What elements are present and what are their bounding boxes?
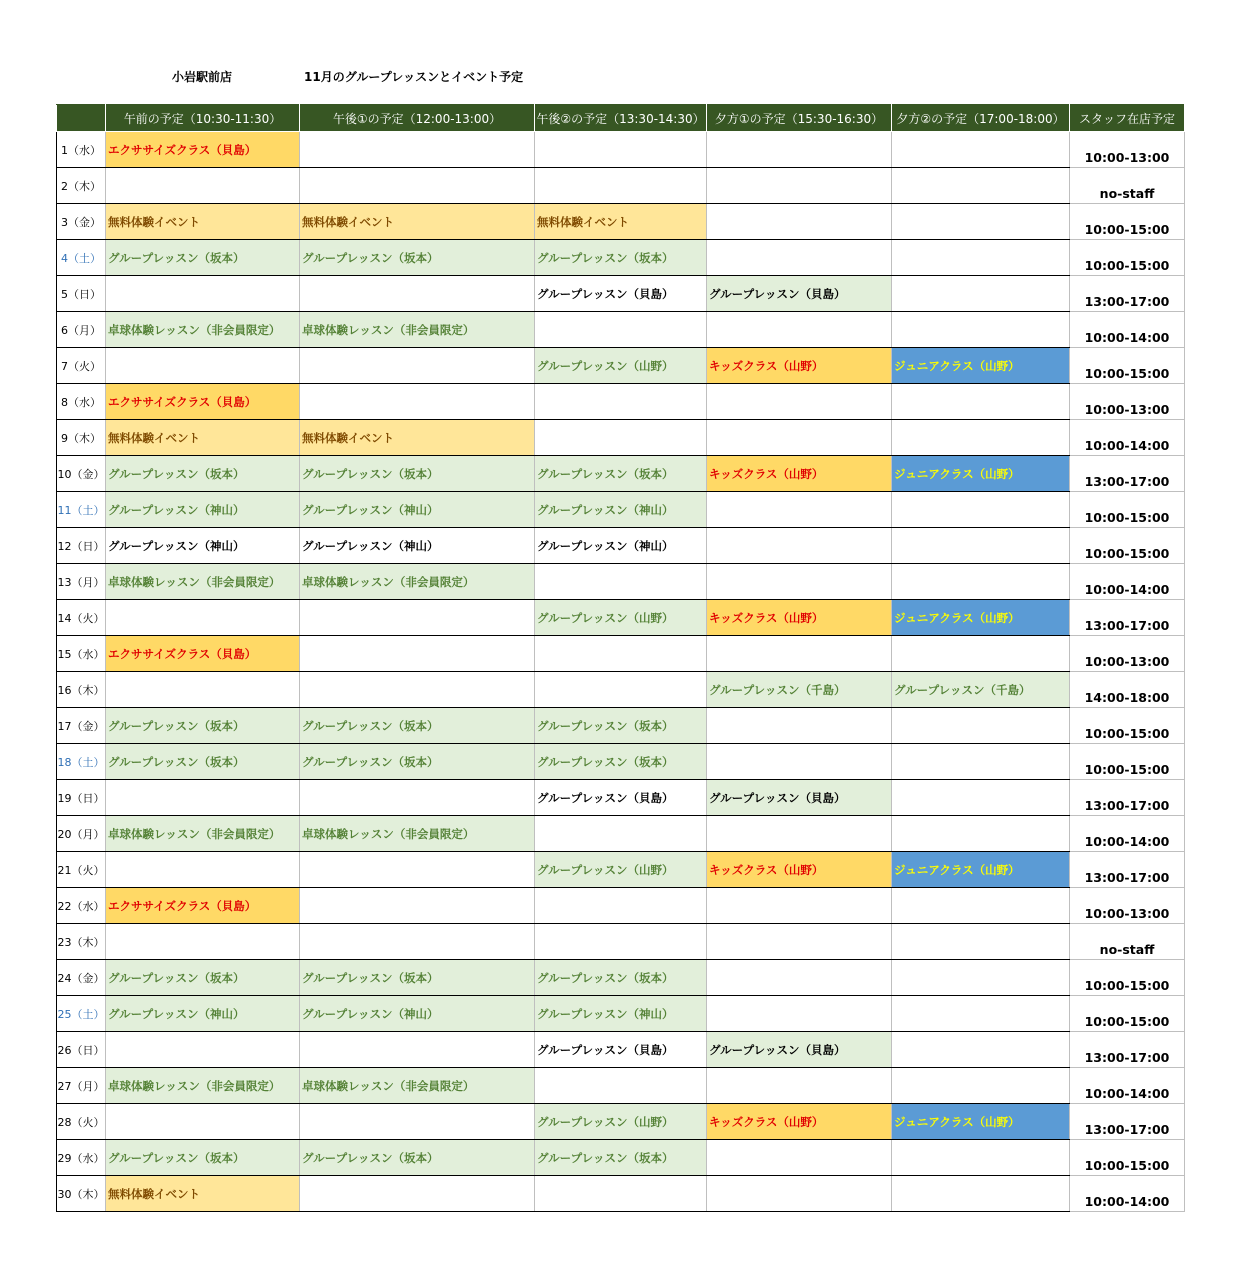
empty-cell xyxy=(707,492,892,528)
date-cell: 14（火） xyxy=(57,600,106,636)
header-afternoon-2: 午後②の予定（13:30-14:30） xyxy=(535,105,707,132)
staff-hours-cell: 10:00-15:00 xyxy=(1070,240,1185,276)
empty-cell xyxy=(300,168,535,204)
event-cell: グループレッスン（坂本） xyxy=(106,456,300,492)
header-date xyxy=(57,105,106,132)
staff-hours-cell: 13:00-17:00 xyxy=(1070,1104,1185,1140)
event-cell: キッズクラス（山野） xyxy=(707,600,892,636)
event-cell: グループレッスン（神山） xyxy=(106,528,300,564)
event-cell: ジュニアクラス（山野） xyxy=(892,456,1070,492)
event-cell: グループレッスン（神山） xyxy=(106,996,300,1032)
header-evening-2: 夕方②の予定（17:00-18:00） xyxy=(892,105,1070,132)
staff-hours-cell: no-staff xyxy=(1070,924,1185,960)
empty-cell xyxy=(535,636,707,672)
date-cell: 11（土） xyxy=(57,492,106,528)
empty-cell xyxy=(892,204,1070,240)
empty-cell xyxy=(707,384,892,420)
event-cell: 卓球体験レッスン（非会員限定） xyxy=(106,312,300,348)
empty-cell xyxy=(892,564,1070,600)
table-row xyxy=(57,996,1185,1032)
empty-cell xyxy=(300,276,535,312)
table-row xyxy=(57,168,1185,204)
event-cell: グループレッスン（貝島） xyxy=(535,1032,707,1068)
empty-cell xyxy=(106,348,300,384)
staff-hours-cell: 10:00-13:00 xyxy=(1070,384,1185,420)
event-cell: グループレッスン（神山） xyxy=(106,492,300,528)
event-cell: 卓球体験レッスン（非会員限定） xyxy=(300,1068,535,1104)
empty-cell xyxy=(892,1032,1070,1068)
event-cell: グループレッスン（山野） xyxy=(535,1104,707,1140)
staff-hours-cell: no-staff xyxy=(1070,168,1185,204)
event-cell: グループレッスン（貝島） xyxy=(535,276,707,312)
event-cell: 卓球体験レッスン（非会員限定） xyxy=(106,1068,300,1104)
header-row xyxy=(57,105,1185,132)
empty-cell xyxy=(106,924,300,960)
empty-cell xyxy=(300,780,535,816)
event-cell: グループレッスン（山野） xyxy=(535,600,707,636)
date-cell: 21（火） xyxy=(57,852,106,888)
empty-cell xyxy=(106,600,300,636)
empty-cell xyxy=(707,888,892,924)
empty-cell xyxy=(535,816,707,852)
date-cell: 9（木） xyxy=(57,420,106,456)
empty-cell xyxy=(707,636,892,672)
staff-hours-cell: 10:00-15:00 xyxy=(1070,348,1185,384)
empty-cell xyxy=(892,492,1070,528)
table-row xyxy=(57,780,1185,816)
empty-cell xyxy=(535,312,707,348)
date-cell: 3（金） xyxy=(57,204,106,240)
table-row xyxy=(57,204,1185,240)
store-name: 小岩駅前店 xyxy=(172,70,233,84)
event-cell: キッズクラス（山野） xyxy=(707,852,892,888)
empty-cell xyxy=(106,276,300,312)
staff-hours-cell: 14:00-18:00 xyxy=(1070,672,1185,708)
table-row xyxy=(57,1104,1185,1140)
empty-cell xyxy=(892,132,1070,168)
event-cell: グループレッスン（坂本） xyxy=(300,708,535,744)
event-cell: 卓球体験レッスン（非会員限定） xyxy=(106,564,300,600)
empty-cell xyxy=(300,672,535,708)
empty-cell xyxy=(300,636,535,672)
empty-cell xyxy=(300,600,535,636)
date-cell: 19（日） xyxy=(57,780,106,816)
empty-cell xyxy=(707,1140,892,1176)
event-cell: グループレッスン（貝島） xyxy=(707,1032,892,1068)
empty-cell xyxy=(707,528,892,564)
event-cell: グループレッスン（千島） xyxy=(707,672,892,708)
staff-hours-cell: 10:00-15:00 xyxy=(1070,492,1185,528)
table-row xyxy=(57,672,1185,708)
event-cell: グループレッスン（坂本） xyxy=(535,744,707,780)
table-row xyxy=(57,276,1185,312)
schedule-table xyxy=(56,104,1185,1212)
header-evening-1: 夕方①の予定（15:30-16:30） xyxy=(707,105,892,132)
event-cell: グループレッスン（貝島） xyxy=(535,780,707,816)
empty-cell xyxy=(892,1068,1070,1104)
staff-hours-cell: 10:00-15:00 xyxy=(1070,960,1185,996)
date-cell: 10（金） xyxy=(57,456,106,492)
empty-cell xyxy=(300,1176,535,1212)
empty-cell xyxy=(300,924,535,960)
event-cell: グループレッスン（神山） xyxy=(300,996,535,1032)
empty-cell xyxy=(707,960,892,996)
empty-cell xyxy=(106,1104,300,1140)
event-cell: 無料体験イベント xyxy=(300,420,535,456)
table-row xyxy=(57,564,1185,600)
empty-cell xyxy=(707,996,892,1032)
date-cell: 25（土） xyxy=(57,996,106,1032)
header-afternoon-1: 午後①の予定（12:00-13:00） xyxy=(300,105,535,132)
event-cell: グループレッスン（山野） xyxy=(535,348,707,384)
event-cell: 無料体験イベント xyxy=(106,204,300,240)
empty-cell xyxy=(892,276,1070,312)
date-cell: 26（日） xyxy=(57,1032,106,1068)
page-title: 11月のグループレッスンとイベント予定 xyxy=(304,70,524,84)
empty-cell xyxy=(707,420,892,456)
event-cell: グループレッスン（神山） xyxy=(535,492,707,528)
event-cell: グループレッスン（坂本） xyxy=(106,744,300,780)
date-cell: 20（月） xyxy=(57,816,106,852)
event-cell: グループレッスン（神山） xyxy=(535,996,707,1032)
empty-cell xyxy=(707,312,892,348)
staff-hours-cell: 10:00-15:00 xyxy=(1070,708,1185,744)
table-row xyxy=(57,744,1185,780)
empty-cell xyxy=(707,240,892,276)
date-cell: 16（木） xyxy=(57,672,106,708)
date-cell: 4（土） xyxy=(57,240,106,276)
event-cell: グループレッスン（坂本） xyxy=(300,456,535,492)
event-cell: エクササイズクラス（貝島） xyxy=(106,888,300,924)
empty-cell xyxy=(106,672,300,708)
staff-hours-cell: 10:00-15:00 xyxy=(1070,204,1185,240)
empty-cell xyxy=(535,1176,707,1212)
table-row xyxy=(57,240,1185,276)
event-cell: エクササイズクラス（貝島） xyxy=(106,636,300,672)
empty-cell xyxy=(707,816,892,852)
empty-cell xyxy=(892,924,1070,960)
empty-cell xyxy=(707,132,892,168)
empty-cell xyxy=(300,384,535,420)
event-cell: 卓球体験レッスン（非会員限定） xyxy=(300,816,535,852)
empty-cell xyxy=(300,888,535,924)
event-cell: 無料体験イベント xyxy=(535,204,707,240)
empty-cell xyxy=(535,672,707,708)
empty-cell xyxy=(106,168,300,204)
staff-hours-cell: 13:00-17:00 xyxy=(1070,276,1185,312)
staff-hours-cell: 10:00-13:00 xyxy=(1070,888,1185,924)
date-cell: 30（木） xyxy=(57,1176,106,1212)
event-cell: キッズクラス（山野） xyxy=(707,1104,892,1140)
empty-cell xyxy=(535,420,707,456)
event-cell: グループレッスン（坂本） xyxy=(106,960,300,996)
table-row xyxy=(57,960,1185,996)
event-cell: 無料体験イベント xyxy=(106,1176,300,1212)
staff-hours-cell: 13:00-17:00 xyxy=(1070,456,1185,492)
empty-cell xyxy=(300,132,535,168)
staff-hours-cell: 10:00-13:00 xyxy=(1070,636,1185,672)
table-row xyxy=(57,1176,1185,1212)
staff-hours-cell: 13:00-17:00 xyxy=(1070,1032,1185,1068)
event-cell: グループレッスン（坂本） xyxy=(300,744,535,780)
table-row xyxy=(57,528,1185,564)
event-cell: グループレッスン（神山） xyxy=(300,528,535,564)
staff-hours-cell: 10:00-15:00 xyxy=(1070,996,1185,1032)
event-cell: グループレッスン（坂本） xyxy=(106,1140,300,1176)
empty-cell xyxy=(892,420,1070,456)
staff-hours-cell: 10:00-14:00 xyxy=(1070,816,1185,852)
date-cell: 15（水） xyxy=(57,636,106,672)
event-cell: グループレッスン（千島） xyxy=(892,672,1070,708)
empty-cell xyxy=(892,780,1070,816)
empty-cell xyxy=(707,924,892,960)
date-cell: 23（木） xyxy=(57,924,106,960)
table-row xyxy=(57,708,1185,744)
date-cell: 29（水） xyxy=(57,1140,106,1176)
event-cell: 卓球体験レッスン（非会員限定） xyxy=(300,564,535,600)
empty-cell xyxy=(892,636,1070,672)
event-cell: グループレッスン（坂本） xyxy=(300,1140,535,1176)
empty-cell xyxy=(535,384,707,420)
staff-hours-cell: 10:00-14:00 xyxy=(1070,1068,1185,1104)
table-row xyxy=(57,492,1185,528)
event-cell: グループレッスン（神山） xyxy=(300,492,535,528)
empty-cell xyxy=(535,564,707,600)
empty-cell xyxy=(106,852,300,888)
empty-cell xyxy=(892,240,1070,276)
empty-cell xyxy=(892,816,1070,852)
staff-hours-cell: 10:00-14:00 xyxy=(1070,1176,1185,1212)
date-cell: 18（土） xyxy=(57,744,106,780)
event-cell: キッズクラス（山野） xyxy=(707,456,892,492)
staff-hours-cell: 13:00-17:00 xyxy=(1070,600,1185,636)
staff-hours-cell: 13:00-17:00 xyxy=(1070,780,1185,816)
empty-cell xyxy=(300,348,535,384)
event-cell: グループレッスン（坂本） xyxy=(535,960,707,996)
event-cell: グループレッスン（神山） xyxy=(535,528,707,564)
table-row xyxy=(57,1032,1185,1068)
empty-cell xyxy=(892,312,1070,348)
date-cell: 8（水） xyxy=(57,384,106,420)
event-cell: ジュニアクラス（山野） xyxy=(892,852,1070,888)
empty-cell xyxy=(300,1032,535,1068)
event-cell: エクササイズクラス（貝島） xyxy=(106,132,300,168)
staff-hours-cell: 10:00-13:00 xyxy=(1070,132,1185,168)
staff-hours-cell: 10:00-15:00 xyxy=(1070,1140,1185,1176)
empty-cell xyxy=(707,1068,892,1104)
empty-cell xyxy=(300,852,535,888)
empty-cell xyxy=(707,1176,892,1212)
empty-cell xyxy=(892,384,1070,420)
empty-cell xyxy=(892,708,1070,744)
event-cell: 無料体験イベント xyxy=(106,420,300,456)
empty-cell xyxy=(535,168,707,204)
event-cell: ジュニアクラス（山野） xyxy=(892,600,1070,636)
event-cell: エクササイズクラス（貝島） xyxy=(106,384,300,420)
staff-hours-cell: 10:00-14:00 xyxy=(1070,420,1185,456)
empty-cell xyxy=(892,996,1070,1032)
date-cell: 1（水） xyxy=(57,132,106,168)
schedule-body xyxy=(57,132,1185,1212)
date-cell: 13（月） xyxy=(57,564,106,600)
header-morning: 午前の予定（10:30-11:30） xyxy=(106,105,300,132)
staff-hours-cell: 10:00-15:00 xyxy=(1070,744,1185,780)
staff-hours-cell: 13:00-17:00 xyxy=(1070,852,1185,888)
staff-hours-cell: 10:00-15:00 xyxy=(1070,528,1185,564)
empty-cell xyxy=(707,168,892,204)
table-row xyxy=(57,816,1185,852)
header-staff: スタッフ在店予定 xyxy=(1070,105,1185,132)
empty-cell xyxy=(892,168,1070,204)
table-row xyxy=(57,312,1185,348)
table-row xyxy=(57,348,1185,384)
event-cell: キッズクラス（山野） xyxy=(707,348,892,384)
date-cell: 22（水） xyxy=(57,888,106,924)
empty-cell xyxy=(707,744,892,780)
event-cell: 無料体験イベント xyxy=(300,204,535,240)
table-row xyxy=(57,456,1185,492)
event-cell: ジュニアクラス（山野） xyxy=(892,1104,1070,1140)
empty-cell xyxy=(892,960,1070,996)
date-cell: 27（月） xyxy=(57,1068,106,1104)
event-cell: 卓球体験レッスン（非会員限定） xyxy=(300,312,535,348)
table-row xyxy=(57,924,1185,960)
empty-cell xyxy=(535,1068,707,1104)
empty-cell xyxy=(106,1032,300,1068)
empty-cell xyxy=(707,204,892,240)
empty-cell xyxy=(300,1104,535,1140)
table-row xyxy=(57,420,1185,456)
event-cell: グループレッスン（坂本） xyxy=(106,708,300,744)
event-cell: グループレッスン（坂本） xyxy=(300,960,535,996)
empty-cell xyxy=(535,132,707,168)
table-row xyxy=(57,132,1185,168)
event-cell: グループレッスン（貝島） xyxy=(707,276,892,312)
staff-hours-cell: 10:00-14:00 xyxy=(1070,312,1185,348)
empty-cell xyxy=(106,780,300,816)
empty-cell xyxy=(535,888,707,924)
date-cell: 12（日） xyxy=(57,528,106,564)
table-row xyxy=(57,600,1185,636)
event-cell: グループレッスン（山野） xyxy=(535,852,707,888)
event-cell: グループレッスン（坂本） xyxy=(300,240,535,276)
event-cell: グループレッスン（坂本） xyxy=(535,456,707,492)
empty-cell xyxy=(892,744,1070,780)
table-row xyxy=(57,888,1185,924)
event-cell: グループレッスン（坂本） xyxy=(535,240,707,276)
date-cell: 6（月） xyxy=(57,312,106,348)
empty-cell xyxy=(892,528,1070,564)
event-cell: グループレッスン（貝島） xyxy=(707,780,892,816)
date-cell: 28（火） xyxy=(57,1104,106,1140)
empty-cell xyxy=(535,924,707,960)
date-cell: 2（木） xyxy=(57,168,106,204)
date-cell: 5（日） xyxy=(57,276,106,312)
staff-hours-cell: 10:00-14:00 xyxy=(1070,564,1185,600)
table-row xyxy=(57,384,1185,420)
date-cell: 7（火） xyxy=(57,348,106,384)
table-row xyxy=(57,1140,1185,1176)
empty-cell xyxy=(892,1176,1070,1212)
event-cell: グループレッスン（坂本） xyxy=(106,240,300,276)
event-cell: 卓球体験レッスン（非会員限定） xyxy=(106,816,300,852)
date-cell: 17（金） xyxy=(57,708,106,744)
empty-cell xyxy=(707,564,892,600)
table-row xyxy=(57,1068,1185,1104)
event-cell: グループレッスン（坂本） xyxy=(535,708,707,744)
event-cell: ジュニアクラス（山野） xyxy=(892,348,1070,384)
empty-cell xyxy=(707,708,892,744)
empty-cell xyxy=(892,1140,1070,1176)
event-cell: グループレッスン（坂本） xyxy=(535,1140,707,1176)
table-row xyxy=(57,636,1185,672)
date-cell: 24（金） xyxy=(57,960,106,996)
empty-cell xyxy=(892,888,1070,924)
table-row xyxy=(57,852,1185,888)
